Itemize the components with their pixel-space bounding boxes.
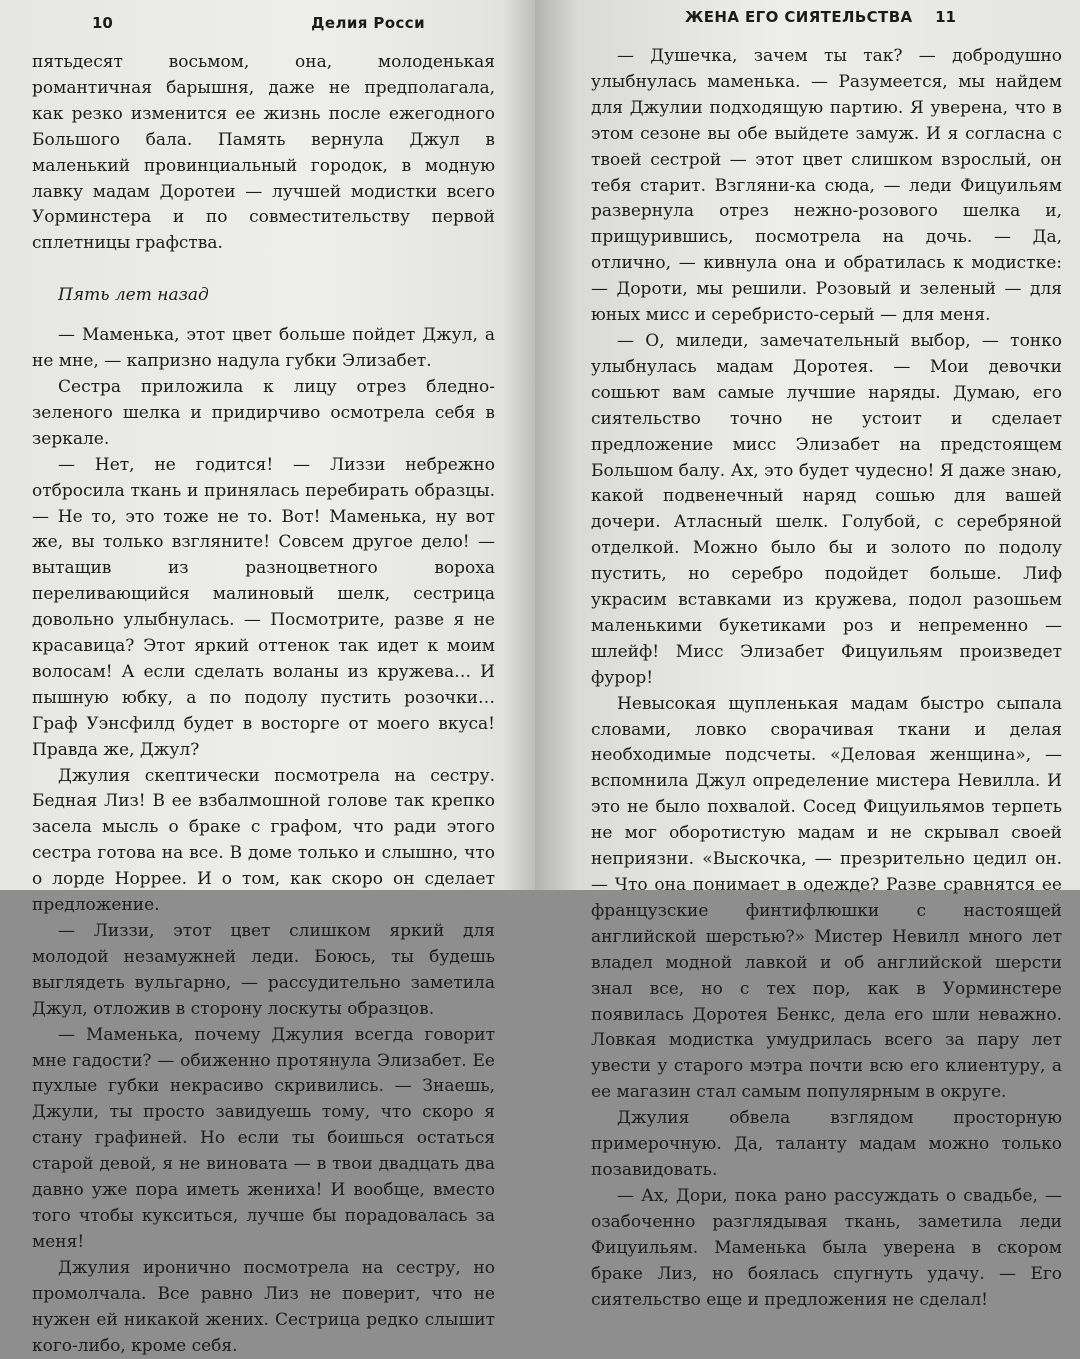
paragraph: — Лиззи, этот цвет слишком яркий для молодой незамужней леди. Боюсь, ты будешь выглядеть вульгарно, — рассудительно заметила Джул, отложив в сторону лоскуты образцов.	[32, 921, 495, 1019]
paragraph: Джулия скептически посмотрела на сестру. Бедная Лиз! В ее взбалмошной голове так крепко засела мысль о браке с графом, что ради этого сестра готова на все. В доме только и слышно, что о лорде Норрее. И о том, как скоро он сделает предложение.	[32, 765, 495, 916]
paragraph: Сестра приложила к лицу отрез бледно-зеленого шелка и придирчиво осмотрела себя в зеркале.	[32, 376, 495, 449]
left-page	[0, 0, 535, 1356]
left-running-title-author: Делия Росси	[311, 14, 425, 32]
right-page	[535, 0, 1080, 1310]
right-running-title-book: ЖЕНА ЕГО СИЯТЕЛЬСТВА	[685, 8, 913, 26]
right-page-number: 11	[935, 8, 956, 26]
paragraph: — Душечка, зачем ты так? — добродушно улыбнулась маменька. — Разумеется, мы найдем для Джулии подходящую партию. Я уверена, что в этом сезоне вы обе выйдете замуж. И я согласна с твоей сестрой — этот цвет слишком взрослый, он тебя старит. Взгляни-ка сюда, — леди Фицуильям развернула отрез нежно-розового шелка и, прищурившись, посмотрела на дочь. — Да, отлично, — кивнула она и обратилась к модистке: — Дороти, мы решили. Розовый и зеленый — для юных мисс и серебристо-серый — для меня.	[591, 46, 1062, 326]
right-page-text	[591, 44, 1062, 1313]
paragraph: — Маменька, этот цвет больше пойдет Джул, а не мне, — капризно надула губки Элизабет.	[32, 325, 495, 372]
paragraph: пятьдесят восьмом, она, молоденькая романтичная барышня, даже не предполагала, как резко изменится ее жизнь после ежегодного Большого бала. Память вернула Джул в маленький провинциальный городок, в модную лавку мадам Доротеи — лучшей модистки всего Уорминстера и по совместительству первой сплетницы графства.	[32, 52, 495, 254]
right-page-header	[591, 8, 1062, 30]
paragraph: Невысокая щупленькая мадам быстро сыпала словами, ловко сворачивая ткани и делая необходимые подсчеты. «Деловая женщина», — вспомнила Джул определение мистера Невилла. И это не было похвалой. Сосед Фицуильямов терпеть не мог оборотистую мадам и не скрывал своей неприязни. «Выскочка, — презрительно цедил он. — Что она понимает в одежде? Разве сравнятся ее французские финтифлюшки с настоящей английской шерстью?» Мистер Невилл много лет владел модной лавкой и об английской шерсти знал все, но с тех пор, как в Уорминстере появилась Доротея Бенкс, дела его шли неважно. Ловкая модистка умудрилась всего за пару лет увести у старого мэтра почти всю его клиентуру, а ее магазин стал самым популярным в округе.	[591, 693, 1062, 1103]
left-page-text	[32, 50, 495, 1359]
paragraph: — О, миледи, замечательный выбор, — тонко улыбнулась мадам Доротея. — Мои девочки сошьют вам самые лучшие наряды. Думаю, его сиятельство точно не устоит и сделает предложение мисс Элизабет на предстоящем Большом балу. Ах, это будет чудесно! Я даже знаю, какой подвенечный наряд сошью для вашей дочери. Атласный шелк. Голубой, с серебряной отделкой. Можно было бы и золото по подолу пустить, но серебро подойдет больше. Лиф украсим вставками из кружева, подол разошьем маленькими букетиками роз и непременно — шлейф! Мисс Элизабет Фицуильям произведет фурор!	[591, 330, 1062, 688]
paragraph: — Маменька, почему Джулия всегда говорит мне гадости? — обиженно протянула Элизабет. Ее пухлые губки некрасиво скривились. — Знаешь, Джули, ты просто завидуешь тому, что скоро я стану графиней. Но если ты боишься остаться старой девой, я не виновата — в твои двадцать два давно уже пора иметь жениха! И вообще, вместо того чтобы кукситься, лучше бы порадовалась за меня!	[32, 1024, 495, 1252]
paragraph: — Нет, не годится! — Лиззи небрежно отбросила ткань и принялась перебирать образцы. — Не то, это тоже не то. Вот! Маменька, ну вот же, вы только взгляните! Совсем другое дело! — вытащив из разноцветного вороха переливающийся малиновый шелк, сестрица довольно улыбнулась. — Посмотрите, разве я не красавица? Этот яркий оттенок так идет к моим волосам! А если сделать воланы из кружева… И пышную юбку, а по подолу пустить розочки… Граф Уэнсфилд будет в восторге от моего вкуса! Правда же, Джул?	[32, 454, 495, 760]
paragraph: Джулия обвела взглядом просторную примерочную. Да, таланту мадам можно только позавидовать.	[591, 1108, 1062, 1180]
left-page-header	[32, 14, 495, 36]
paragraph: — Ах, Дори, пока рано рассуждать о свадьбе, — озабоченно разглядывая ткань, заметила леди Фицуильям. Маменька была уверена в скором браке Лиз, но боялась спугнуть удачу. — Его сиятельство еще и предложения не сделал!	[591, 1185, 1062, 1310]
left-page-number: 10	[92, 14, 113, 32]
paragraph: Джулия иронично посмотрела на сестру, но промолчала. Все равно Лиз не поверит, что не нужен ей никакой жених. Сестрица редко слышит кого-либо, кроме себя.	[32, 1257, 495, 1356]
section-heading: Пять лет назад	[58, 285, 209, 306]
